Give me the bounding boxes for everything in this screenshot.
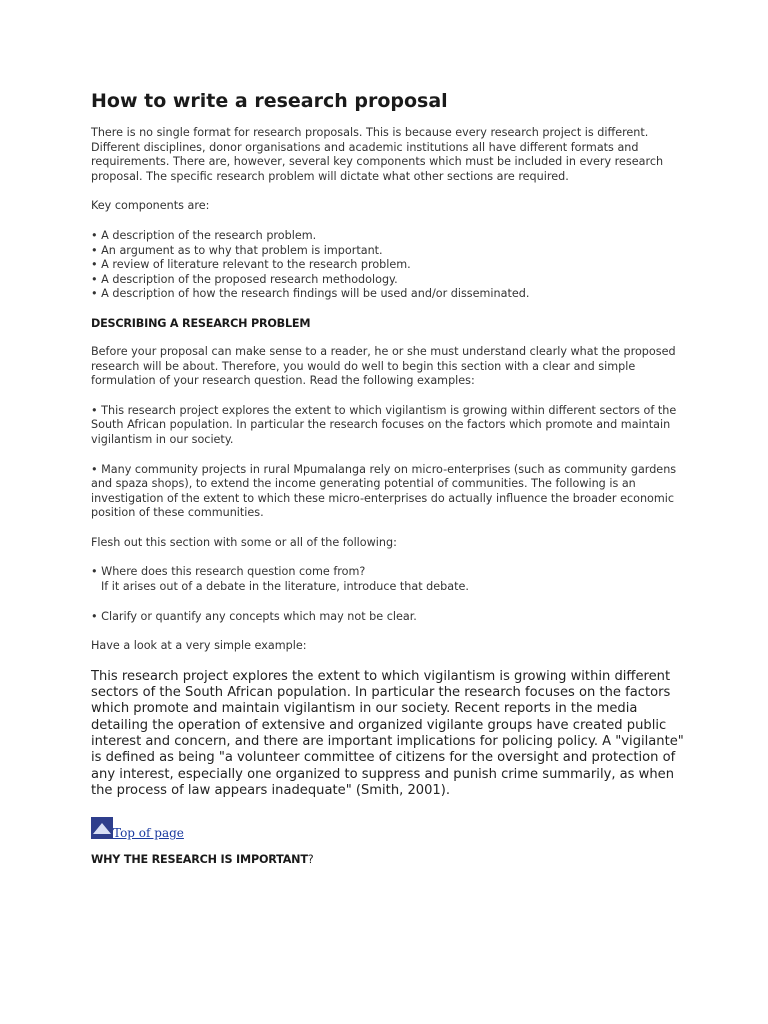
- question-line: • Where does this research question come from?: [91, 565, 366, 579]
- list-item: • An argument as to why that problem is important.: [91, 243, 383, 257]
- key-components-list: [91, 229, 691, 302]
- list-item: • A description of the research problem.: [91, 228, 317, 242]
- document-page: [91, 90, 691, 881]
- section-heading-research-problem: DESCRIBING A RESEARCH PROBLEM: [91, 316, 311, 330]
- example-paragraph-vigilantism: • This research project explores the extent to which vigilantism is growing within different sectors of the South African population. In particular the research focuses on the factors which promote and maintain vigilantism in our society.: [91, 403, 677, 446]
- question-detail: If it arises out of a debate in the literature, introduce that debate.: [101, 580, 469, 594]
- page-title: How to write a research proposal: [91, 90, 448, 112]
- section1-intro-paragraph: Before your proposal can make sense to a reader, he or she must understand clearly what the proposed research will be about. Therefore, you would do well to begin this section with a clear and simple formulation of your research question. Read the following examples:: [91, 344, 676, 388]
- up-arrow-icon[interactable]: [91, 817, 113, 839]
- top-of-page-link[interactable]: Top of page: [113, 826, 184, 841]
- flesh-out-paragraph: Flesh out this section with some or all of the following:: [91, 535, 397, 549]
- section-heading-why-important: [91, 853, 691, 866]
- simple-example-paragraph: This research project explores the extent to which vigilantism is growing within different sectors of the South African population. In particular the research focuses on the factors which promote and maintain vigilantism in our society. Recent reports in the media detailing the operation of extensive and organized vigilante groups have created public interest and concern, and there are important implications for policing policy. A "vigilante" is defined as being "a volunteer committee of citizens for the oversight and protection of any interest, especially one organized to suppress and punish crime summarily, as when the process of law appears inadequate" (Smith, 2001).: [91, 668, 684, 798]
- list-item: • A description of the proposed research methodology.: [91, 272, 398, 286]
- list-item: • A description of how the research findings will be used and/or disseminated.: [91, 287, 530, 301]
- simple-example-label: Have a look at a very simple example:: [91, 639, 307, 653]
- key-components-label: Key components are:: [91, 199, 210, 213]
- example-paragraph-mpumalanga: • Many community projects in rural Mpumalanga rely on micro-enterprises (such as community gardens and spaza shops), to extend the income generating potential of communities. The following is an investigation of the extent to which these micro-enterprises do actually influence the broader economic position of these communities.: [91, 462, 677, 520]
- section-heading-text: WHY THE RESEARCH IS IMPORTANT: [91, 853, 308, 867]
- intro-paragraph: There is no single format for research proposals. This is because every research project is different. Different disciplines, donor organisations and academic institutions all have different formats and requirements. There are, however, several key components which must be included in every research proposal. The specific research problem will dictate what other sections are required.: [91, 126, 664, 183]
- clarify-item: • Clarify or quantify any concepts which may not be clear.: [91, 609, 417, 623]
- list-item: • A review of literature relevant to the research problem.: [91, 258, 411, 272]
- section-heading-suffix: ?: [307, 853, 314, 867]
- question-item: [91, 565, 691, 594]
- top-of-page-row: [91, 817, 691, 839]
